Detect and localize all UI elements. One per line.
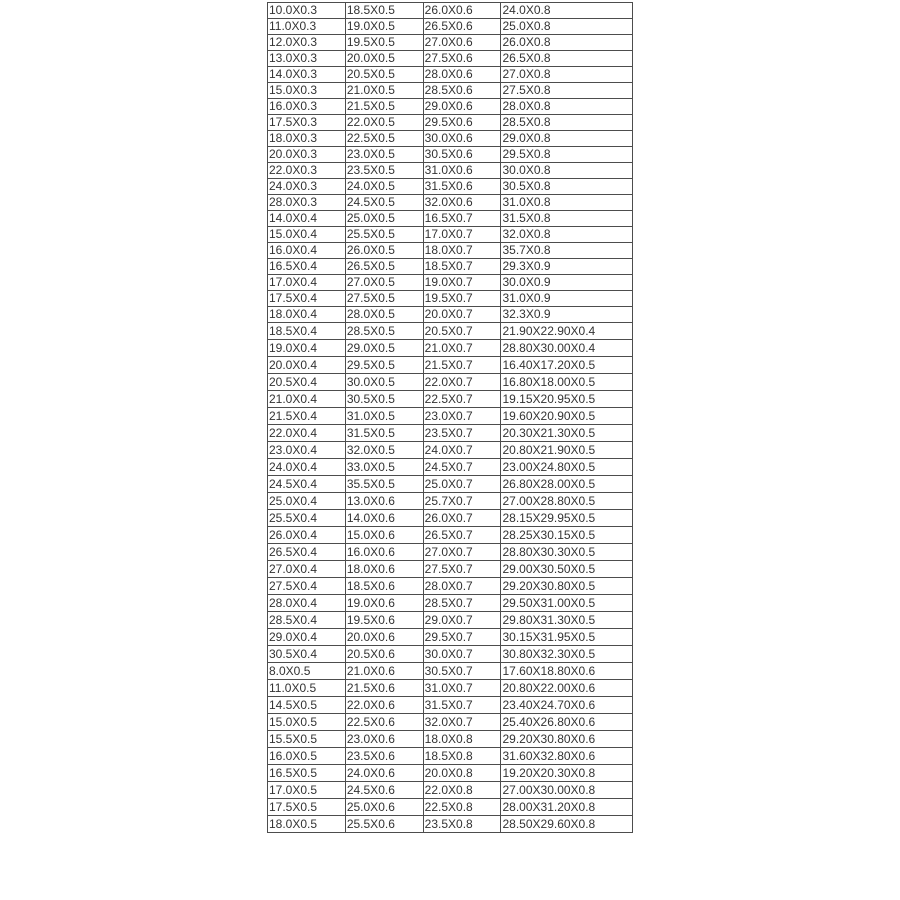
table-cell: 26.0X0.5: [345, 243, 423, 259]
table-cell: 23.5X0.7: [423, 425, 501, 442]
table-cell: 21.5X0.4: [268, 408, 346, 425]
table-cell: 24.5X0.6: [345, 782, 423, 799]
table-cell: 16.5X0.4: [268, 259, 346, 275]
table-cell: 23.0X0.6: [345, 731, 423, 748]
table-cell: 20.0X0.8: [423, 765, 501, 782]
table-row: [268, 714, 633, 731]
table-cell: 18.5X0.6: [345, 578, 423, 595]
table-row: [268, 323, 633, 340]
table-cell: 26.80X28.00X0.5: [501, 476, 633, 493]
table-cell: 23.5X0.6: [345, 748, 423, 765]
table-row: [268, 391, 633, 408]
table-row: [268, 765, 633, 782]
table-cell: 22.0X0.8: [423, 782, 501, 799]
table-cell: 16.0X0.6: [345, 544, 423, 561]
table-cell: 29.0X0.6: [423, 99, 501, 115]
table-row: [268, 425, 633, 442]
table-cell: 29.80X31.30X0.5: [501, 612, 633, 629]
table-cell: 28.80X30.00X0.4: [501, 340, 633, 357]
table-row: [268, 163, 633, 179]
table-cell: 20.0X0.4: [268, 357, 346, 374]
table-cell: 19.0X0.7: [423, 275, 501, 291]
table-cell: 24.5X0.5: [345, 195, 423, 211]
table-cell: 31.5X0.5: [345, 425, 423, 442]
table-cell: 16.80X18.00X0.5: [501, 374, 633, 391]
table-cell: 30.0X0.6: [423, 131, 501, 147]
table-cell: 18.5X0.8: [423, 748, 501, 765]
table-cell: 14.0X0.3: [268, 67, 346, 83]
table-row: [268, 3, 633, 19]
table-row: [268, 357, 633, 374]
table-cell: 26.0X0.6: [423, 3, 501, 19]
table-cell: 29.0X0.8: [501, 131, 633, 147]
table-cell: 24.0X0.3: [268, 179, 346, 195]
table-cell: 16.0X0.4: [268, 243, 346, 259]
table-row: [268, 646, 633, 663]
table-cell: 28.5X0.6: [423, 83, 501, 99]
table-cell: 25.0X0.8: [501, 19, 633, 35]
table-cell: 16.40X17.20X0.5: [501, 357, 633, 374]
table-cell: 20.0X0.7: [423, 307, 501, 323]
table-cell: 35.7X0.8: [501, 243, 633, 259]
table-cell: 32.0X0.7: [423, 714, 501, 731]
table-cell: 25.5X0.4: [268, 510, 346, 527]
table-cell: 23.5X0.8: [423, 816, 501, 833]
table-row: [268, 782, 633, 799]
table-cell: 24.5X0.4: [268, 476, 346, 493]
table-cell: 26.0X0.7: [423, 510, 501, 527]
table-cell: 29.5X0.8: [501, 147, 633, 163]
table-row: [268, 697, 633, 714]
table-cell: 28.50X29.60X0.8: [501, 816, 633, 833]
table-cell: 30.0X0.8: [501, 163, 633, 179]
table-cell: 28.15X29.95X0.5: [501, 510, 633, 527]
table-cell: 27.0X0.8: [501, 67, 633, 83]
table-cell: 29.0X0.4: [268, 629, 346, 646]
table-row: [268, 629, 633, 646]
table-row: [268, 147, 633, 163]
table-cell: 33.0X0.5: [345, 459, 423, 476]
table-cell: 19.15X20.95X0.5: [501, 391, 633, 408]
table-cell: 22.5X0.6: [345, 714, 423, 731]
table-cell: 27.5X0.4: [268, 578, 346, 595]
table-cell: 31.0X0.9: [501, 291, 633, 307]
table-cell: 29.20X30.80X0.6: [501, 731, 633, 748]
table-cell: 19.5X0.5: [345, 35, 423, 51]
table-cell: 26.5X0.7: [423, 527, 501, 544]
table-cell: 29.0X0.7: [423, 612, 501, 629]
table-cell: 29.5X0.5: [345, 357, 423, 374]
table-row: [268, 227, 633, 243]
table-cell: 20.80X22.00X0.6: [501, 680, 633, 697]
table-cell: 12.0X0.3: [268, 35, 346, 51]
table-cell: 18.5X0.7: [423, 259, 501, 275]
table-cell: 29.5X0.6: [423, 115, 501, 131]
table-cell: 10.0X0.3: [268, 3, 346, 19]
table-row: [268, 731, 633, 748]
table-cell: 23.40X24.70X0.6: [501, 697, 633, 714]
table-cell: 13.0X0.6: [345, 493, 423, 510]
table-cell: 24.0X0.6: [345, 765, 423, 782]
table-row: [268, 307, 633, 323]
table-row: [268, 131, 633, 147]
table-cell: 30.5X0.6: [423, 147, 501, 163]
table-cell: 28.0X0.7: [423, 578, 501, 595]
table-cell: 21.90X22.90X0.4: [501, 323, 633, 340]
table-cell: 25.40X26.80X0.6: [501, 714, 633, 731]
table-cell: 30.5X0.7: [423, 663, 501, 680]
table-cell: 17.0X0.5: [268, 782, 346, 799]
table-cell: 20.80X21.90X0.5: [501, 442, 633, 459]
table-cell: 24.0X0.5: [345, 179, 423, 195]
table-cell: 19.0X0.6: [345, 595, 423, 612]
table-cell: 30.0X0.9: [501, 275, 633, 291]
table-cell: 26.5X0.6: [423, 19, 501, 35]
table-row: [268, 291, 633, 307]
table-cell: 26.5X0.8: [501, 51, 633, 67]
table-cell: 31.5X0.8: [501, 211, 633, 227]
table-cell: 20.5X0.5: [345, 67, 423, 83]
table-row: [268, 595, 633, 612]
table-row: [268, 408, 633, 425]
table-cell: 20.0X0.5: [345, 51, 423, 67]
table-cell: 29.00X30.50X0.5: [501, 561, 633, 578]
table-cell: 15.0X0.5: [268, 714, 346, 731]
table-cell: 17.0X0.7: [423, 227, 501, 243]
table-cell: 24.0X0.7: [423, 442, 501, 459]
table-row: [268, 275, 633, 291]
table-cell: 22.5X0.5: [345, 131, 423, 147]
table-cell: 18.0X0.4: [268, 307, 346, 323]
table-cell: 17.5X0.4: [268, 291, 346, 307]
table-cell: 25.0X0.6: [345, 799, 423, 816]
table-cell: 23.5X0.5: [345, 163, 423, 179]
table-cell: 19.60X20.90X0.5: [501, 408, 633, 425]
table-cell: 17.5X0.3: [268, 115, 346, 131]
table-cell: 27.5X0.7: [423, 561, 501, 578]
table-cell: 28.00X31.20X0.8: [501, 799, 633, 816]
table-cell: 28.5X0.7: [423, 595, 501, 612]
table-row: [268, 799, 633, 816]
table-cell: 31.0X0.5: [345, 408, 423, 425]
table-cell: 16.0X0.3: [268, 99, 346, 115]
table-row: [268, 680, 633, 697]
table-cell: 26.0X0.8: [501, 35, 633, 51]
table-row: [268, 99, 633, 115]
table-row: [268, 243, 633, 259]
table-cell: 29.5X0.7: [423, 629, 501, 646]
table-cell: 22.0X0.4: [268, 425, 346, 442]
table-row: [268, 35, 633, 51]
table-cell: 28.80X30.30X0.5: [501, 544, 633, 561]
table-cell: 32.3X0.9: [501, 307, 633, 323]
table-cell: 27.00X30.00X0.8: [501, 782, 633, 799]
table-cell: 23.0X0.4: [268, 442, 346, 459]
table-row: [268, 374, 633, 391]
table-cell: 17.60X18.80X0.6: [501, 663, 633, 680]
table-cell: 22.0X0.3: [268, 163, 346, 179]
table-row: [268, 510, 633, 527]
table-cell: 18.0X0.6: [345, 561, 423, 578]
table-cell: 24.5X0.7: [423, 459, 501, 476]
table-cell: 32.0X0.8: [501, 227, 633, 243]
table-cell: 20.5X0.6: [345, 646, 423, 663]
table-cell: 18.5X0.5: [345, 3, 423, 19]
table-cell: 20.5X0.7: [423, 323, 501, 340]
table-cell: 29.0X0.5: [345, 340, 423, 357]
table-cell: 19.0X0.5: [345, 19, 423, 35]
table-row: [268, 578, 633, 595]
table-row: [268, 663, 633, 680]
table-cell: 22.0X0.7: [423, 374, 501, 391]
spec-table: [267, 2, 633, 833]
table-cell: 28.5X0.5: [345, 323, 423, 340]
table-row: [268, 51, 633, 67]
table-cell: 20.5X0.4: [268, 374, 346, 391]
table-cell: 22.5X0.7: [423, 391, 501, 408]
table-cell: 20.30X21.30X0.5: [501, 425, 633, 442]
table-cell: 31.0X0.8: [501, 195, 633, 211]
table-cell: 19.0X0.4: [268, 340, 346, 357]
table-cell: 19.20X20.30X0.8: [501, 765, 633, 782]
table-cell: 27.0X0.4: [268, 561, 346, 578]
table-row: [268, 561, 633, 578]
table-cell: 18.0X0.7: [423, 243, 501, 259]
table-cell: 22.0X0.6: [345, 697, 423, 714]
table-cell: 19.5X0.7: [423, 291, 501, 307]
table-cell: 32.0X0.6: [423, 195, 501, 211]
table-cell: 16.5X0.5: [268, 765, 346, 782]
table-cell: 30.5X0.5: [345, 391, 423, 408]
table-row: [268, 544, 633, 561]
table-cell: 19.5X0.6: [345, 612, 423, 629]
table-cell: 25.7X0.7: [423, 493, 501, 510]
table-cell: 26.0X0.4: [268, 527, 346, 544]
table-cell: 25.0X0.4: [268, 493, 346, 510]
table-row: [268, 816, 633, 833]
table-cell: 14.0X0.4: [268, 211, 346, 227]
table-cell: 30.0X0.5: [345, 374, 423, 391]
table-row: [268, 459, 633, 476]
table-cell: 15.0X0.6: [345, 527, 423, 544]
table-cell: 21.5X0.7: [423, 357, 501, 374]
table-cell: 27.0X0.5: [345, 275, 423, 291]
table-cell: 27.5X0.8: [501, 83, 633, 99]
table-cell: 14.5X0.5: [268, 697, 346, 714]
table-cell: 29.3X0.9: [501, 259, 633, 275]
table-row: [268, 527, 633, 544]
table-cell: 30.80X32.30X0.5: [501, 646, 633, 663]
table-cell: 28.25X30.15X0.5: [501, 527, 633, 544]
table-cell: 17.0X0.4: [268, 275, 346, 291]
table-cell: 15.0X0.4: [268, 227, 346, 243]
table-cell: 20.0X0.6: [345, 629, 423, 646]
table-row: [268, 612, 633, 629]
table-cell: 15.0X0.3: [268, 83, 346, 99]
table-cell: 22.5X0.8: [423, 799, 501, 816]
table-cell: 29.20X30.80X0.5: [501, 578, 633, 595]
table-row: [268, 67, 633, 83]
table-cell: 28.0X0.3: [268, 195, 346, 211]
table-cell: 25.0X0.7: [423, 476, 501, 493]
table-cell: 32.0X0.5: [345, 442, 423, 459]
table-cell: 30.5X0.8: [501, 179, 633, 195]
table-cell: 13.0X0.3: [268, 51, 346, 67]
table-cell: 27.5X0.6: [423, 51, 501, 67]
table-cell: 31.60X32.80X0.6: [501, 748, 633, 765]
table-cell: 8.0X0.5: [268, 663, 346, 680]
spec-table-body: [268, 3, 633, 833]
table-cell: 27.5X0.5: [345, 291, 423, 307]
table-cell: 27.00X28.80X0.5: [501, 493, 633, 510]
table-cell: 11.0X0.5: [268, 680, 346, 697]
table-cell: 24.0X0.4: [268, 459, 346, 476]
table-cell: 31.5X0.6: [423, 179, 501, 195]
table-row: [268, 748, 633, 765]
table-cell: 16.0X0.5: [268, 748, 346, 765]
table-cell: 18.5X0.4: [268, 323, 346, 340]
table-cell: 23.0X0.5: [345, 147, 423, 163]
table-cell: 26.5X0.4: [268, 544, 346, 561]
table-cell: 20.0X0.3: [268, 147, 346, 163]
table-row: [268, 259, 633, 275]
table-cell: 22.0X0.5: [345, 115, 423, 131]
table-row: [268, 340, 633, 357]
table-row: [268, 211, 633, 227]
table-cell: 14.0X0.6: [345, 510, 423, 527]
table-cell: 31.5X0.7: [423, 697, 501, 714]
table-cell: 23.0X0.7: [423, 408, 501, 425]
table-cell: 21.0X0.4: [268, 391, 346, 408]
table-cell: 26.5X0.5: [345, 259, 423, 275]
table-cell: 21.0X0.7: [423, 340, 501, 357]
table-cell: 24.0X0.8: [501, 3, 633, 19]
table-cell: 28.5X0.8: [501, 115, 633, 131]
table-row: [268, 493, 633, 510]
table-cell: 21.0X0.6: [345, 663, 423, 680]
table-cell: 27.0X0.6: [423, 35, 501, 51]
table-cell: 35.5X0.5: [345, 476, 423, 493]
table-cell: 25.5X0.6: [345, 816, 423, 833]
table-cell: 18.0X0.8: [423, 731, 501, 748]
table-cell: 16.5X0.7: [423, 211, 501, 227]
table-row: [268, 179, 633, 195]
table-row: [268, 83, 633, 99]
table-cell: 21.5X0.5: [345, 99, 423, 115]
table-row: [268, 115, 633, 131]
table-cell: 28.0X0.4: [268, 595, 346, 612]
table-cell: 30.15X31.95X0.5: [501, 629, 633, 646]
table-cell: 28.0X0.6: [423, 67, 501, 83]
table-cell: 28.5X0.4: [268, 612, 346, 629]
table-cell: 25.0X0.5: [345, 211, 423, 227]
table-cell: 17.5X0.5: [268, 799, 346, 816]
table-cell: 18.0X0.3: [268, 131, 346, 147]
table-row: [268, 195, 633, 211]
table-cell: 25.5X0.5: [345, 227, 423, 243]
table-row: [268, 442, 633, 459]
table-cell: 11.0X0.3: [268, 19, 346, 35]
table-cell: 31.0X0.6: [423, 163, 501, 179]
table-cell: 21.0X0.5: [345, 83, 423, 99]
table-cell: 29.50X31.00X0.5: [501, 595, 633, 612]
table-cell: 30.5X0.4: [268, 646, 346, 663]
table-cell: 30.0X0.7: [423, 646, 501, 663]
table-cell: 27.0X0.7: [423, 544, 501, 561]
table-cell: 23.00X24.80X0.5: [501, 459, 633, 476]
table-row: [268, 19, 633, 35]
table-row: [268, 476, 633, 493]
table-cell: 18.0X0.5: [268, 816, 346, 833]
table-cell: 31.0X0.7: [423, 680, 501, 697]
table-cell: 21.5X0.6: [345, 680, 423, 697]
table-cell: 28.0X0.5: [345, 307, 423, 323]
table-cell: 15.5X0.5: [268, 731, 346, 748]
table-cell: 28.0X0.8: [501, 99, 633, 115]
